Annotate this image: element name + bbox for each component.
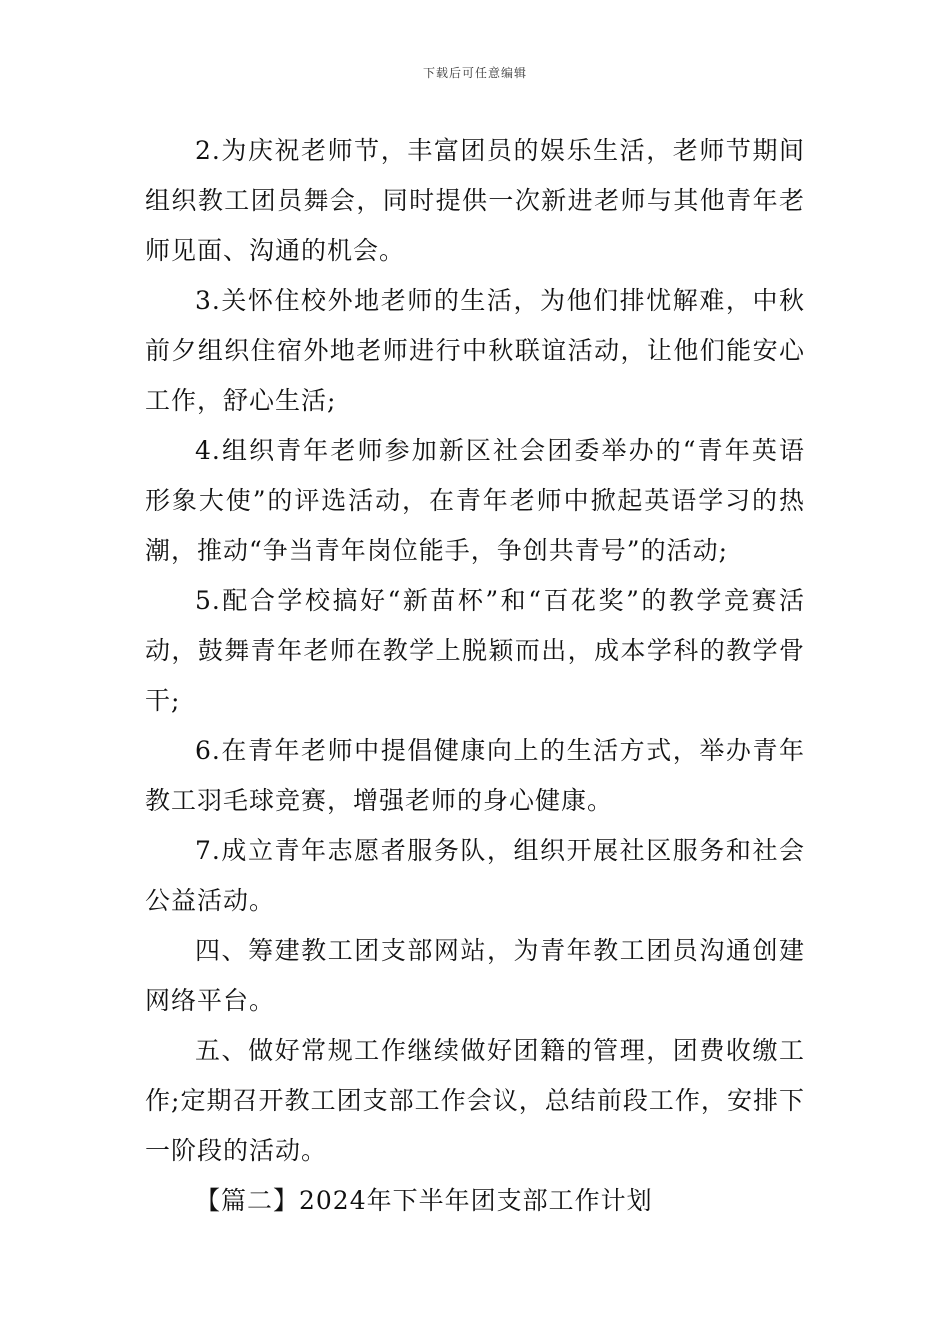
paragraph-item-2: 2.为庆祝老师节，丰富团员的娱乐生活，老师节期间组织教工团员舞会，同时提供一次新进老师与其他青年老师见面、沟通的机会。 [145, 136, 805, 265]
paragraph-section-four: 四、筹建教工团支部网站，为青年教工团员沟通创建网络平台。 [145, 936, 805, 1015]
section-heading-part-two: 【篇二】2024年下半年团支部工作计划 [195, 1186, 653, 1215]
page-header: 下载后可任意编辑 [422, 66, 527, 80]
paragraph-item-5: 5.配合学校搞好“新苗杯”和“百花奖”的教学竞赛活动，鼓舞青年老师在教学上脱颖而出，成本学科的教学骨干; [145, 586, 805, 715]
paragraph-item-3: 3.关怀住校外地老师的生活，为他们排忧解难，中秋前夕组织住宿外地老师进行中秋联谊活动，让他们能安心工作，舒心生活; [145, 286, 805, 415]
paragraph-item-4: 4.组织青年老师参加新区社会团委举办的“青年英语形象大使”的评选活动，在青年老师中掀起英语学习的热潮，推动“争当青年岗位能手，争创共青号”的活动; [145, 436, 805, 565]
document-body [145, 126, 805, 1226]
paragraph-item-7: 7.成立青年志愿者服务队，组织开展社区服务和社会公益活动。 [145, 836, 805, 915]
paragraph-section-five: 五、做好常规工作继续做好团籍的管理，团费收缴工作;定期召开教工团支部工作会议，总结前段工作，安排下一阶段的活动。 [145, 1036, 805, 1165]
paragraph-item-6: 6.在青年老师中提倡健康向上的生活方式，举办青年教工羽毛球竞赛，增强老师的身心健康。 [145, 736, 805, 815]
